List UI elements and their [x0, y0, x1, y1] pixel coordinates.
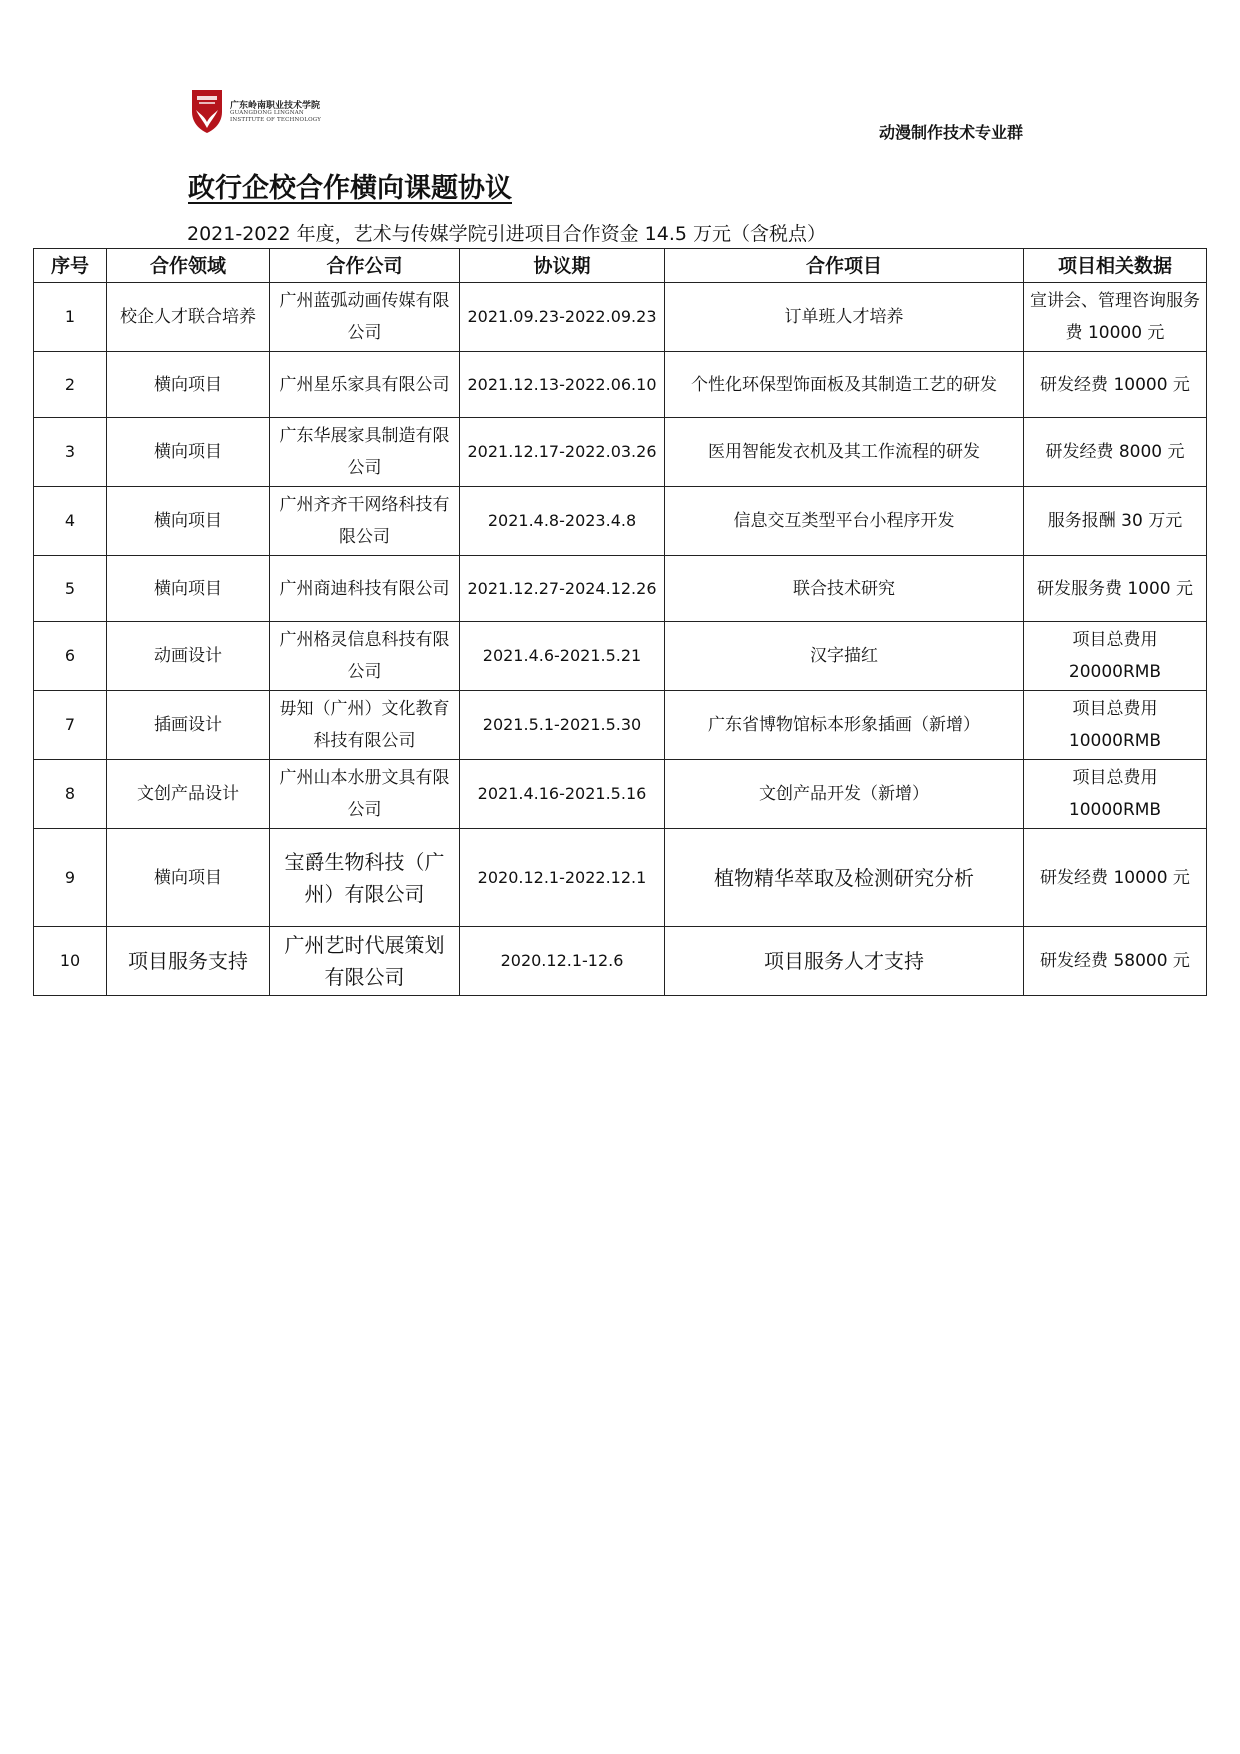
- table-row: [34, 691, 1207, 760]
- header-company: 合作公司: [270, 249, 460, 283]
- cell-data: 研发经费 10000 元: [1024, 352, 1207, 418]
- logo-school-name: 广东岭南职业技术学院: [230, 101, 321, 111]
- cell-period: 2020.12.1-2022.12.1: [460, 829, 665, 927]
- table-row: [34, 418, 1207, 487]
- table-header-row: [34, 249, 1207, 283]
- cell-field: 横向项目: [107, 418, 270, 487]
- header-period: 协议期: [460, 249, 665, 283]
- cell-no: 3: [34, 418, 107, 487]
- cell-data: 研发经费 10000 元: [1024, 829, 1207, 927]
- logo-english-line1: GUANGDONG LINGNAN: [230, 110, 304, 116]
- table-row: [34, 829, 1207, 927]
- cell-company: 广州山本水册文具有限公司: [270, 760, 460, 829]
- school-logo: [190, 84, 330, 140]
- cell-no: 9: [34, 829, 107, 927]
- cell-company: 广州格灵信息科技有限公司: [270, 622, 460, 691]
- table-row: [34, 760, 1207, 829]
- header-project: 合作项目: [665, 249, 1024, 283]
- cell-company: 广东华展家具制造有限公司: [270, 418, 460, 487]
- cell-data: 研发服务费 1000 元: [1024, 556, 1207, 622]
- cell-field: 横向项目: [107, 556, 270, 622]
- cell-project: 医用智能发衣机及其工作流程的研发: [665, 418, 1024, 487]
- school-crest-icon: [190, 88, 224, 134]
- cell-period: 2021.4.6-2021.5.21: [460, 622, 665, 691]
- cell-field: 横向项目: [107, 829, 270, 927]
- cell-field: 横向项目: [107, 487, 270, 556]
- table-row: [34, 352, 1207, 418]
- header-no: 序号: [34, 249, 107, 283]
- cell-period: 2021.12.27-2024.12.26: [460, 556, 665, 622]
- cell-company: 广州星乐家具有限公司: [270, 352, 460, 418]
- cell-company: 广州齐齐干网络科技有限公司: [270, 487, 460, 556]
- cell-field: 插画设计: [107, 691, 270, 760]
- cell-no: 1: [34, 283, 107, 352]
- table-row: [34, 283, 1207, 352]
- cell-no: 4: [34, 487, 107, 556]
- cell-company: 广州艺时代展策划有限公司: [270, 927, 460, 996]
- header-data: 项目相关数据: [1024, 249, 1207, 283]
- cell-period: 2021.12.13-2022.06.10: [460, 352, 665, 418]
- cooperation-table: [33, 248, 1207, 996]
- cell-project: 联合技术研究: [665, 556, 1024, 622]
- cell-company: 广州蓝弧动画传媒有限公司: [270, 283, 460, 352]
- cell-data: 研发经费 58000 元: [1024, 927, 1207, 996]
- cell-no: 10: [34, 927, 107, 996]
- table-row: [34, 556, 1207, 622]
- cell-company: 广州商迪科技有限公司: [270, 556, 460, 622]
- cell-project: 订单班人才培养: [665, 283, 1024, 352]
- cell-project: 信息交互类型平台小程序开发: [665, 487, 1024, 556]
- cell-no: 5: [34, 556, 107, 622]
- document-subtitle: 2021-2022 年度，艺术与传媒学院引进项目合作资金 14.5 万元（含税点）: [187, 223, 826, 245]
- cell-project: 广东省博物馆标本形象插画（新增）: [665, 691, 1024, 760]
- cell-period: 2021.5.1-2021.5.30: [460, 691, 665, 760]
- cell-data: 研发经费 8000 元: [1024, 418, 1207, 487]
- cell-no: 7: [34, 691, 107, 760]
- table-row: [34, 622, 1207, 691]
- cell-field: 项目服务支持: [107, 927, 270, 996]
- document-title: 政行企校合作横向课题协议: [188, 173, 512, 204]
- cell-project: 文创产品开发（新增）: [665, 760, 1024, 829]
- cell-period: 2020.12.1-12.6: [460, 927, 665, 996]
- cell-field: 校企人才联合培养: [107, 283, 270, 352]
- cell-project: 个性化环保型饰面板及其制造工艺的研发: [665, 352, 1024, 418]
- cell-field: 文创产品设计: [107, 760, 270, 829]
- cell-field: 动画设计: [107, 622, 270, 691]
- cell-project: 汉字描红: [665, 622, 1024, 691]
- cell-field: 横向项目: [107, 352, 270, 418]
- cell-company: 毋知（广州）文化教育科技有限公司: [270, 691, 460, 760]
- cell-data: 项目总费用 10000RMB: [1024, 760, 1207, 829]
- cell-period: 2021.4.8-2023.4.8: [460, 487, 665, 556]
- cell-project: 植物精华萃取及检测研究分析: [665, 829, 1024, 927]
- logo-english-line2: INSTITUTE OF TECHNOLOGY: [230, 117, 322, 123]
- cell-project: 项目服务人才支持: [665, 927, 1024, 996]
- cell-period: 2021.09.23-2022.09.23: [460, 283, 665, 352]
- cell-no: 6: [34, 622, 107, 691]
- cell-company: 宝爵生物科技（广州）有限公司: [270, 829, 460, 927]
- cell-no: 8: [34, 760, 107, 829]
- cell-data: 项目总费用 10000RMB: [1024, 691, 1207, 760]
- cell-data: 宣讲会、管理咨询服务费 10000 元: [1024, 283, 1207, 352]
- cell-period: 2021.12.17-2022.03.26: [460, 418, 665, 487]
- department-label: 动漫制作技术专业群: [879, 123, 1024, 142]
- table-row: [34, 927, 1207, 996]
- logo-english-name: [230, 110, 321, 124]
- cell-data: 项目总费用 20000RMB: [1024, 622, 1207, 691]
- header-field: 合作领域: [107, 249, 270, 283]
- cell-period: 2021.4.16-2021.5.16: [460, 760, 665, 829]
- cell-no: 2: [34, 352, 107, 418]
- table-row: [34, 487, 1207, 556]
- cell-data: 服务报酬 30 万元: [1024, 487, 1207, 556]
